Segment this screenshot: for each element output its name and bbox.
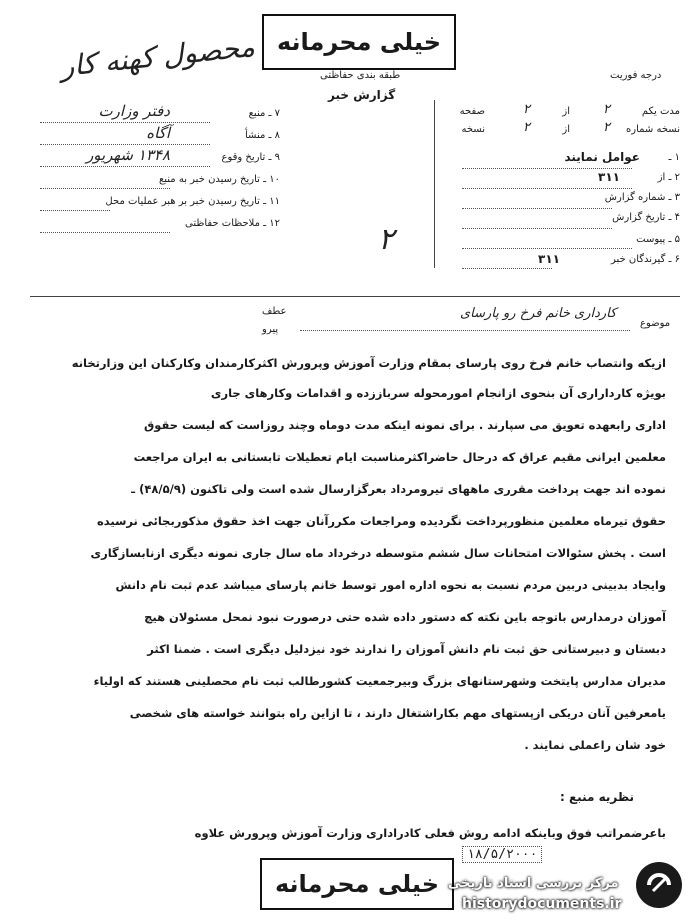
field-label: ۱۲ ـ ملاحظات حفاظتی <box>185 218 280 229</box>
field-value: ۲ <box>603 120 610 135</box>
field-dots <box>40 122 210 123</box>
body-line: بویژه کارداراری آن بنحوی ازانجام امورمحوله سرباززده و اقدامات وکارهای جاری <box>210 386 666 400</box>
subject-dots <box>300 330 630 331</box>
field-dots <box>462 168 632 169</box>
field-value: عوامل نمایند <box>564 150 640 164</box>
field-of: از <box>562 124 570 135</box>
field-of: از <box>562 106 570 117</box>
field-label: ۹ ـ تاریخ وقوع <box>221 152 280 163</box>
subject-label: موضوع <box>640 318 671 329</box>
priority-label: درجه فوریت <box>610 70 662 81</box>
field-label: ۴ ـ تاریخ گزارش <box>612 212 680 223</box>
subject-value: کارداری خانم فرخ رو پارسای <box>460 306 617 321</box>
field-total: ۲ <box>523 120 530 135</box>
body-line: یامعرفین آنان دریکی ازپستهای مهم بکاراشتغال دارند ، تا ازاین راه بتوانند خواسته های شخصی <box>129 706 666 720</box>
document-number: ۱۸/۵/۲۰۰۰ <box>462 846 542 863</box>
final-line: باعرضمراتب فوق وباینکه ادامه روش فعلی کادراداری وزارت آموزش وپرورش علاوه <box>194 826 666 840</box>
field-label: ۱۱ ـ تاریخ رسیدن خبر بر هبر عملیات محل <box>105 196 280 207</box>
right-field-list <box>450 102 680 266</box>
watermark-url: historydocuments.ir <box>462 896 622 912</box>
field-dots <box>40 144 210 145</box>
field-dots <box>40 232 170 233</box>
archive-logo-icon <box>636 862 682 908</box>
body-line: است . پخش سئوالات امتحانات سال ششم متوسطه درخرداد ماه سال جاری نمونه دیگری ازنابسازگاری <box>90 546 666 560</box>
handwritten-mark: ۲ <box>378 222 395 257</box>
field-dots <box>462 228 612 229</box>
header-divider <box>30 296 680 297</box>
field-label: ۵ ـ پیوست <box>636 234 680 245</box>
watermark-text: مرکز بررسی اسناد تاریخی <box>448 876 619 891</box>
top-classification-stamp: خیلی محرمانه <box>262 14 456 70</box>
field-dots <box>462 248 632 249</box>
field-dots <box>40 210 110 211</box>
field-value: ۲ <box>603 102 610 117</box>
body-line: اداری رابعهده تعویق می سپارند . برای نمونه اینکه مدت دوماه وچند روزاست که لیست حقوق <box>143 418 666 432</box>
field-value: ۱۳۴۸ شهریور <box>86 146 170 164</box>
body-line: نموده اند جهت پرداخت مقرری ماههای تیرومرداد بعرگزارسال شده است ولی تاکنون (۴۸/۵/۹) ـ <box>131 482 666 496</box>
field-label: ۱۰ ـ تاریخ رسیدن خبر به منبع <box>158 174 280 185</box>
field-value: آگاه <box>146 124 170 142</box>
field-dots <box>462 208 612 209</box>
field-dots <box>462 268 552 269</box>
peyro-label: پیرو <box>262 324 279 335</box>
body-line: خود شان راعملی نمایند . <box>524 738 666 752</box>
field-value: ۳۱۱ <box>538 252 560 266</box>
field-label: نسخه شماره <box>626 124 680 135</box>
body-line: ازیکه وانتصاب خانم فرخ روی پارسای بمقام وزارت آموزش وپرورش اکثرکارمندان وکارکنان این وزارتخانه <box>71 356 666 370</box>
archive-logo <box>636 862 682 908</box>
source-opinion-label: نظریه منبع : <box>560 790 635 804</box>
field-value: ۳۱۱ <box>598 170 620 184</box>
field-value: دفتر وزارت <box>98 102 170 120</box>
atf-label: عطف <box>262 306 287 317</box>
field-dots <box>462 188 632 189</box>
body-line: حقوق تیرماه معلمین منظورپرداخت نگردیده ومراجعات مکررآنان جهت اخذ حقوق مذکوربجائی نرسیده <box>96 514 666 528</box>
field-dots <box>40 188 170 189</box>
bottom-classification-stamp: خیلی محرمانه <box>260 858 454 910</box>
field-total: ۲ <box>523 102 530 117</box>
classification-label: طبقه بندی حفاظتی <box>320 70 401 81</box>
field-unit: صفحه <box>459 106 485 117</box>
field-label: ۶ ـ گیرندگان خبر <box>610 254 680 265</box>
field-label: ۸ ـ منشأ <box>244 130 280 141</box>
field-label: مدت یکم <box>641 106 680 117</box>
field-unit: نسخه <box>461 124 485 135</box>
body-line: دبستان و دبیرستانی حق ثبت نام دانش آموزان را ندارند خود نیزدلیل دیگری است . ضمنا اکثر <box>147 642 666 656</box>
field-label: ۲ ـ از <box>657 172 680 183</box>
column-divider <box>434 100 435 268</box>
field-label: ۷ ـ منبع <box>248 108 280 119</box>
body-line: آموزان درمدارس باتوجه باین نکته که دستور داده شده حتی درصورت نبود نمحل مسئولان هیچ <box>144 610 666 624</box>
report-type: گزارش خبر <box>328 88 396 102</box>
body-line: وایجاد بدبینی دربین مردم نسبت به نحوه اداره امور توسط خانم پارسای میباشد عدم ثبت نام دانش <box>115 578 666 592</box>
handwritten-title: محصول کهنه کار <box>58 29 257 84</box>
field-label: ۱ ـ <box>668 152 680 163</box>
field-label: ۳ ـ شماره گزارش <box>604 192 680 203</box>
field-dots <box>40 166 210 167</box>
body-line: معلمین ایرانی مقیم عراق که درحال حاضراکثرمناسبت ایام تعطیلات تابستانی به ایران مراجعت <box>133 450 666 464</box>
body-line: مدیران مدارس پایتخت وشهرستانهای بزرگ وبیرجمعیت کشورطالب ثبت نام محصلینی هستند که اولیاء <box>93 674 666 688</box>
